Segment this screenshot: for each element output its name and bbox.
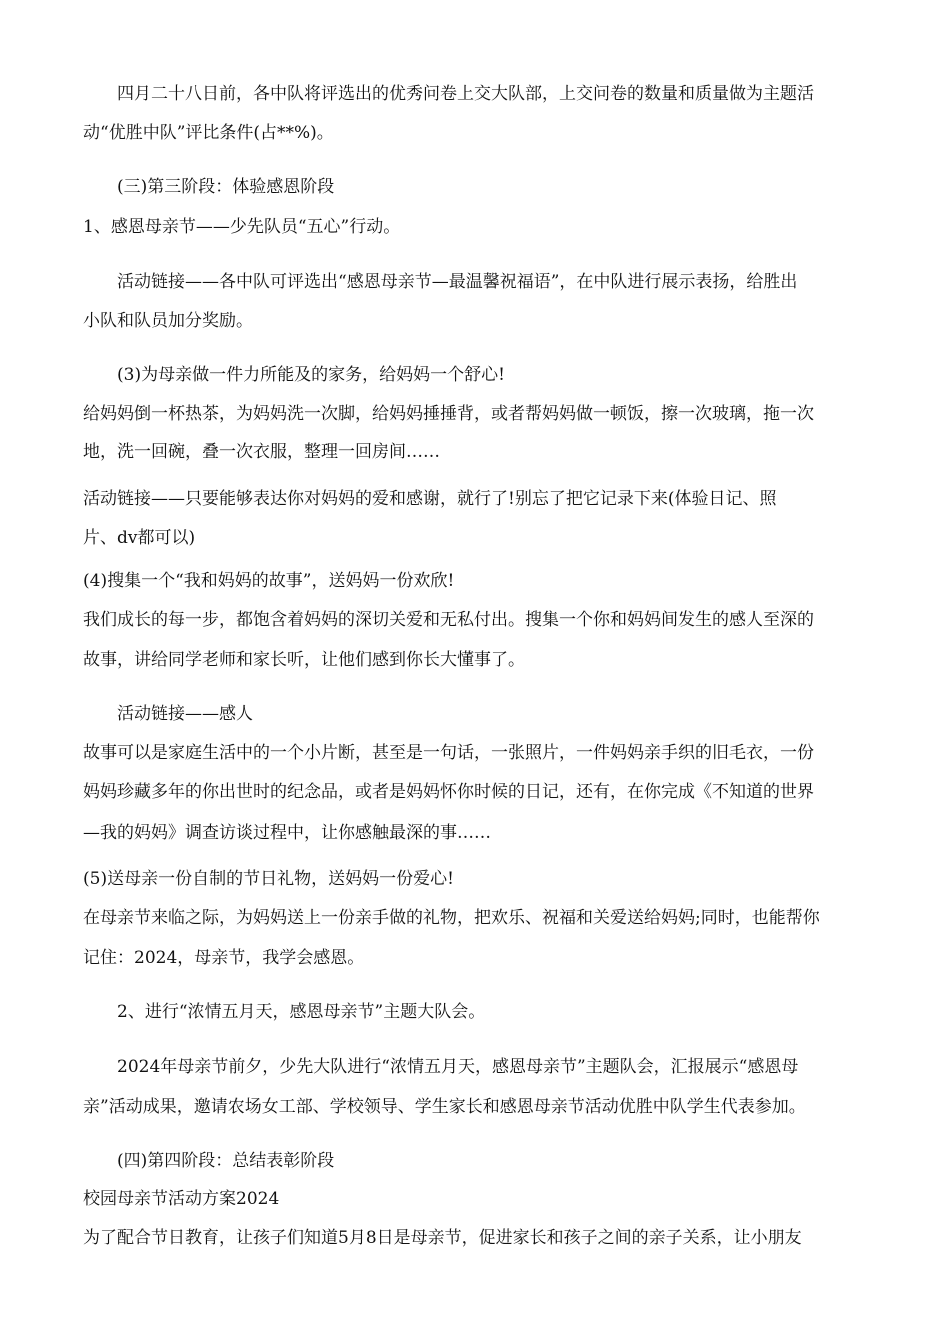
text-line: 妈妈珍藏多年的你出世时的纪念品，或者是妈妈怀你时候的日记，还有，在你完成《不知道的世界 [83, 782, 814, 802]
section-heading: (四)第四阶段：总结表彰阶段 [117, 1151, 335, 1171]
text-line: 为了配合节日教育，让孩子们知道5月8日是母亲节，促进家长和孩子之间的亲子关系，让小朋友 [83, 1228, 802, 1248]
text-line: 记住：2024，母亲节，我学会感恩。 [83, 948, 365, 968]
text-line: 亲”活动成果，邀请农场女工部、学校领导、学生家长和感恩母亲节活动优胜中队学生代表参加。 [83, 1097, 806, 1117]
text-line: 小队和队员加分奖励。 [83, 311, 253, 331]
text-line: 活动链接——各中队可评选出“感恩母亲节—最温馨祝福语”，在中队进行展示表扬，给胜出 [117, 272, 798, 292]
document-title: 校园母亲节活动方案2024 [83, 1189, 280, 1209]
text-line: 1、感恩母亲节——少先队员“五心”行动。 [83, 217, 401, 237]
text-line: 在母亲节来临之际，为妈妈送上一份亲手做的礼物，把欢乐、祝福和关爱送给妈妈;同时，也能帮你 [83, 908, 820, 928]
text-line: 四月二十八日前，各中队将评选出的优秀问卷上交大队部，上交问卷的数量和质量做为主题活 [117, 84, 814, 104]
text-line: 活动链接——只要能够表达你对妈妈的爱和感谢，就行了!别忘了把它记录下来(体验日记、照 [83, 489, 777, 509]
section-heading: 2、进行“浓情五月天，感恩母亲节”主题大队会。 [117, 1002, 486, 1022]
text-line: 故事，讲给同学老师和家长听，让他们感到你长大懂事了。 [83, 650, 525, 670]
text-line: (3)为母亲做一件力所能及的家务，给妈妈一个舒心! [117, 365, 505, 385]
text-line: 动“优胜中队”评比条件(占**%)。 [83, 123, 334, 143]
section-heading: (三)第三阶段：体验感恩阶段 [117, 177, 335, 197]
text-line: 活动链接——感人 [117, 704, 253, 724]
text-line: 给妈妈倒一杯热茶，为妈妈洗一次脚，给妈妈捶捶背，或者帮妈妈做一顿饭，擦一次玻璃，拖一次 [83, 404, 814, 424]
text-line: 片、dv都可以) [83, 528, 196, 548]
text-line: 我们成长的每一步，都饱含着妈妈的深切关爱和无私付出。搜集一个你和妈妈间发生的感人至深的 [83, 610, 814, 630]
text-line: 故事可以是家庭生活中的一个小片断，甚至是一句话，一张照片，一件妈妈亲手织的旧毛衣，一份 [83, 743, 814, 763]
text-line: 2024年母亲节前夕，少先大队进行“浓情五月天，感恩母亲节”主题队会，汇报展示“感恩母 [117, 1057, 799, 1077]
text-line: —我的妈妈》调查访谈过程中，让你感触最深的事…… [83, 823, 491, 843]
text-line: (4)搜集一个“我和妈妈的故事”，送妈妈一份欢欣! [83, 571, 455, 591]
text-line: 地，洗一回碗，叠一次衣服，整理一回房间…… [83, 442, 440, 462]
text-line: (5)送母亲一份自制的节日礼物，送妈妈一份爱心! [83, 869, 454, 889]
